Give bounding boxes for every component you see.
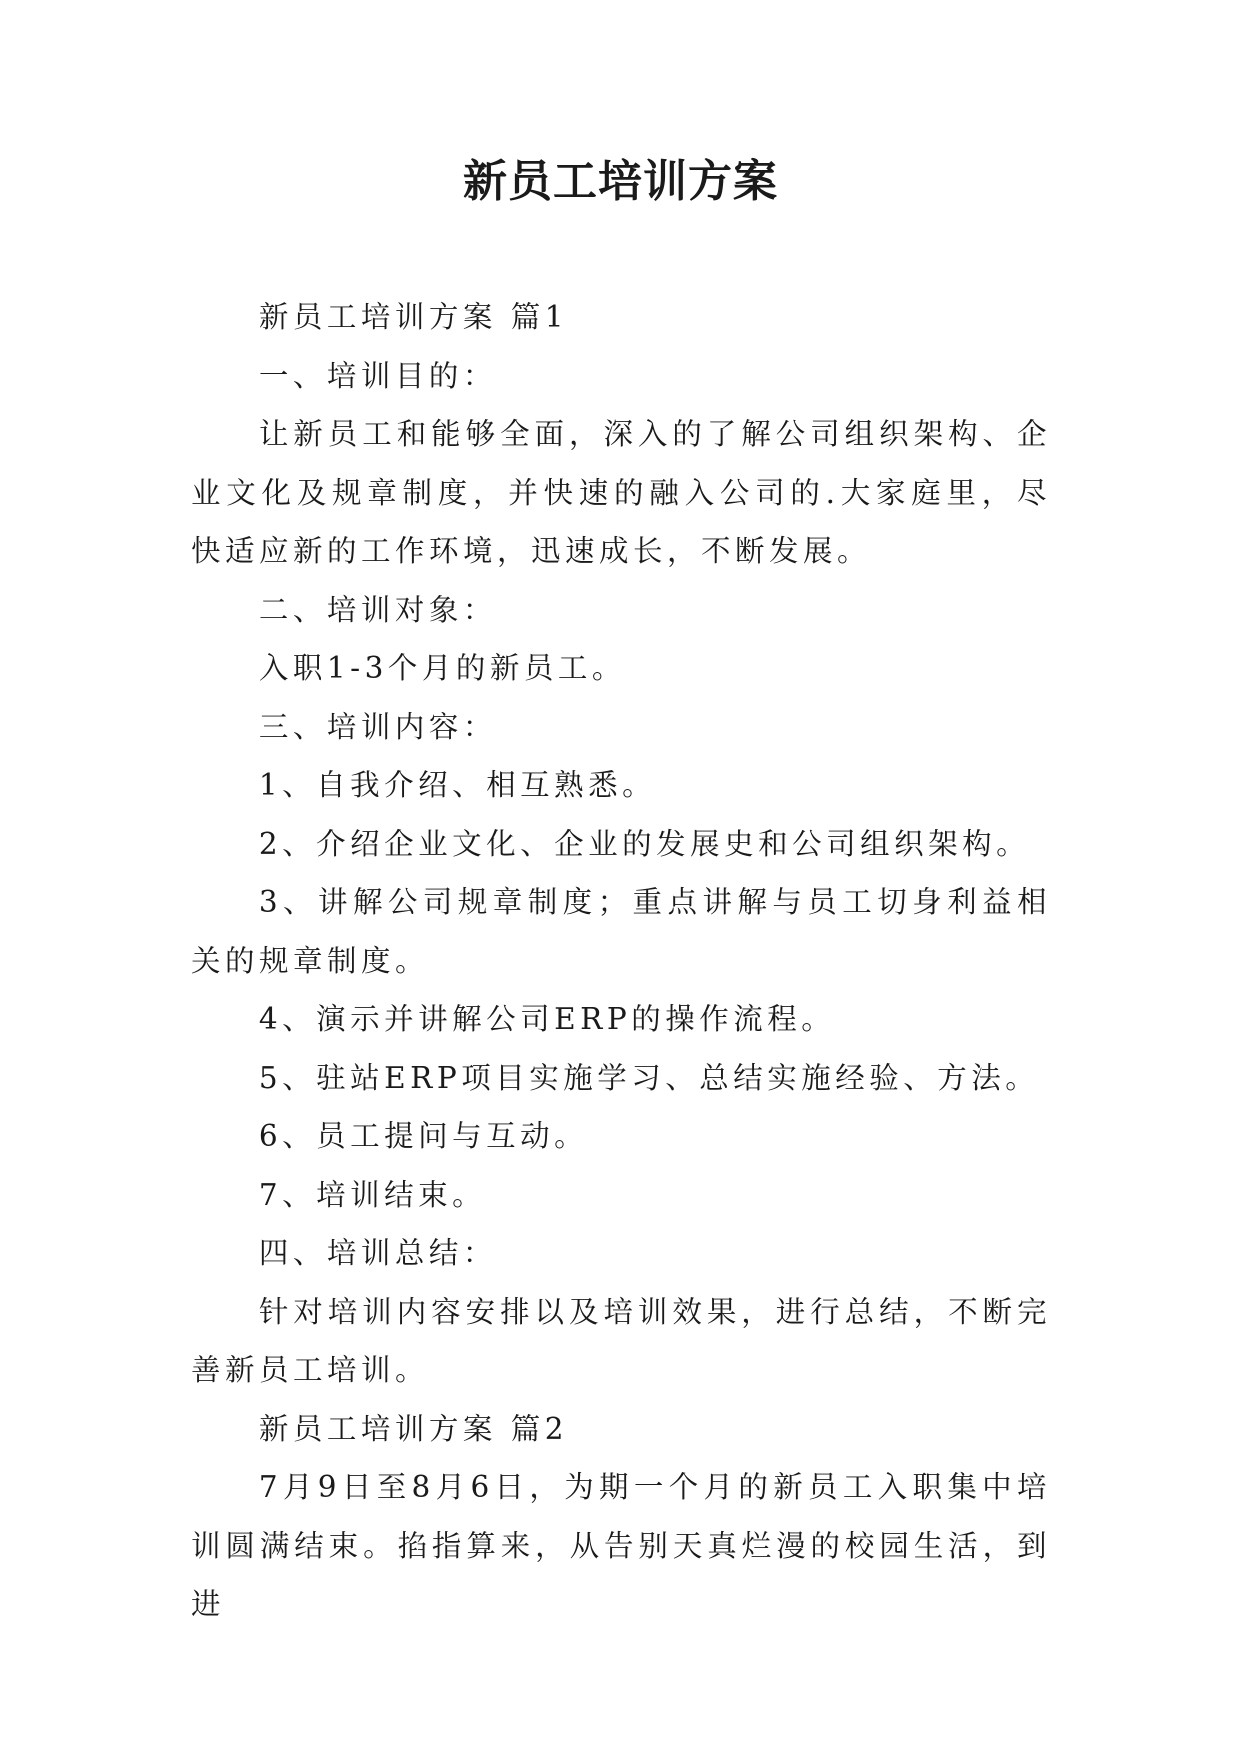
section-heading-training-target: 二、培训对象： <box>258 592 497 627</box>
list-item-content-4: 4、演示并讲解公司ERP的操作流程。 <box>258 1002 836 1036</box>
section-heading-training-summary: 四、培训总结： <box>258 1236 497 1270</box>
paragraph-training-summary: 针对培训内容安排以及培训效果，进行总结，不断完善新员工培训。 <box>191 1294 1051 1387</box>
list-item-content-3: 3、讲解公司规章制度；重点讲解与员工切身利益相关的规章制度。 <box>191 885 1051 978</box>
document-body <box>191 288 1051 1634</box>
section-heading-training-content: 三、培训内容： <box>258 709 497 744</box>
paragraph-training-purpose: 让新员工和能够全面，深入的了解公司组织架构、企业文化及规章制度，并快速的融入公司的.大家庭里，尽快适应新的工作环境，迅速成长，不断发展。 <box>191 417 1051 568</box>
section-heading-part-1: 新员工培训方案 篇1 <box>258 300 568 334</box>
section-heading-part-2: 新员工培训方案 篇2 <box>258 1411 568 1446</box>
list-item-content-2: 2、介绍企业文化、企业的发展史和公司组织架构。 <box>258 826 1031 861</box>
paragraph-part-2-intro: 7月9日至8月6日，为期一个月的新员工入职集中培训圆满结束。掐指算来，从告别天真烂漫的校园生活，到进 <box>191 1470 1051 1621</box>
document-title: 新员工培训方案 <box>463 156 778 207</box>
section-heading-training-purpose: 一、培训目的： <box>258 358 497 393</box>
list-item-content-7: 7、培训结束。 <box>258 1177 487 1212</box>
paragraph-training-target: 入职1-3个月的新员工。 <box>258 651 626 685</box>
list-item-content-1: 1、自我介绍、相互熟悉。 <box>258 768 657 802</box>
list-item-content-5: 5、驻站ERP项目实施学习、总结实施经验、方法。 <box>258 1060 1040 1095</box>
list-item-content-6: 6、员工提问与互动。 <box>258 1119 589 1153</box>
